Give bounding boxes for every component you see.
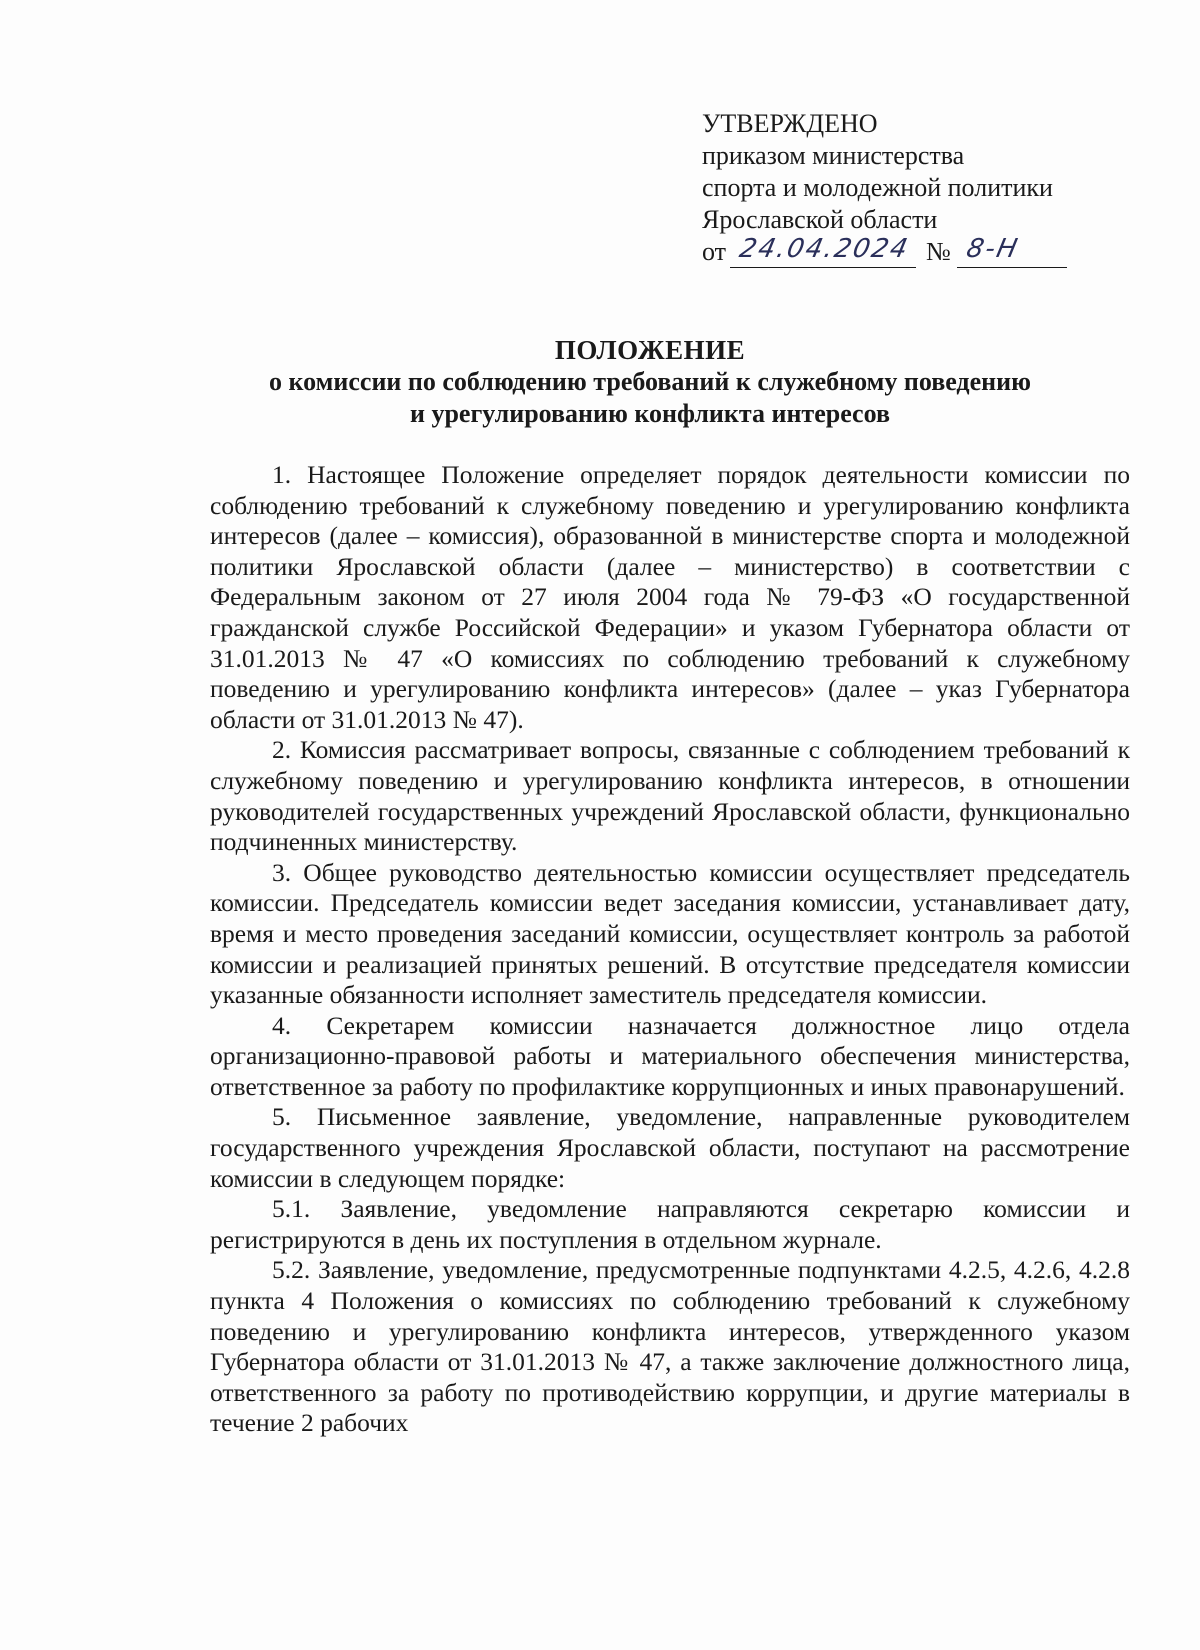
document-title-block <box>200 334 1100 430</box>
document-title: ПОЛОЖЕНИЕ <box>554 335 746 365</box>
paragraph-1: 1. Настоящее Положение определяет порядок деятельности комиссии по соблюдению требований к служебному поведению и урегулированию конфликта интересов (далее – комиссия), образованной в министерстве спорта и молодежной политики Ярославской области (далее – министерство) в соответствии с Федеральным законом от 27 июля 2004 года № 79-ФЗ «О государственной гражданской службе Российской Федерации» и указом Губернатора области от 31.01.2013 № 47 «О комиссиях по соблюдению требований к служебному поведению и урегулированию конфликта интересов» (далее – указ Губернатора области от 31.01.2013 № 47). <box>210 460 1130 734</box>
approval-line-3: Ярославской области <box>702 205 938 234</box>
document-subtitle-line-1: о комиссии по соблюдению требований к служебному поведению <box>269 367 1031 396</box>
from-label: от <box>702 237 727 266</box>
paragraph-3: 3. Общее руководство деятельностью комиссии осуществляет председатель комиссии. Председатель комиссии ведет заседания комиссии, устанавливает дату, время и место проведения заседаний комиссии, осуществляет контроль за работой комиссии и реализацией принятых решений. В отсутствие председателя комиссии указанные обязанности исполняет заместитель председателя комиссии. <box>210 857 1130 1010</box>
paragraph-4: 4. Секретарем комиссии назначается должностное лицо отдела организационно-правовой работы и материального обеспечения министерства, ответственное за работу по профилактике коррупционных и иных правонарушений. <box>210 1010 1130 1101</box>
document-body <box>210 460 1130 1439</box>
approval-date-number-line <box>702 236 1122 268</box>
paragraph-5-1: 5.1. Заявление, уведомление направляются секретарю комиссии и регистрируются в день их поступления в отдельном журнале. <box>210 1194 1130 1254</box>
date-field <box>730 234 916 268</box>
approval-line-1: приказом министерства <box>702 141 965 170</box>
paragraph-5-2: 5.2. Заявление, уведомление, предусмотренные подпунктами 4.2.5, 4.2.6, 4.2.8 пункта 4 Положения о комиссиях по соблюдению требований к служебному поведению и урегулированию конфликта интересов, утвержденного указом Губернатора области от 31.01.2013 № 47, а также заключение должностного лица, ответственного за работу по противодействию коррупции, и другие материалы в течение 2 рабочих <box>210 1255 1130 1438</box>
approval-stamp-block <box>702 108 1122 268</box>
approval-line-2: спорта и молодежной политики <box>702 173 1053 202</box>
approved-label: УТВЕРЖДЕНО <box>702 109 878 138</box>
paragraph-5: 5. Письменное заявление, уведомление, направленные руководителем государственного учреждения Ярославской области, поступают на рассмотрение комиссии в следующем порядке: <box>210 1102 1130 1193</box>
paragraph-2: 2. Комиссия рассматривает вопросы, связанные с соблюдением требований к служебному поведению и урегулированию конфликта интересов, в отношении руководителей государственных учреждений Ярославской области, функционально подчиненных министерству. <box>210 735 1130 857</box>
handwritten-date: 24.04.2024 <box>736 234 913 264</box>
number-field <box>957 234 1067 268</box>
document-subtitle-line-2: и урегулированию конфликта интересов <box>409 399 890 428</box>
number-label: № <box>926 237 951 266</box>
handwritten-number: 8-Н <box>963 234 1022 264</box>
